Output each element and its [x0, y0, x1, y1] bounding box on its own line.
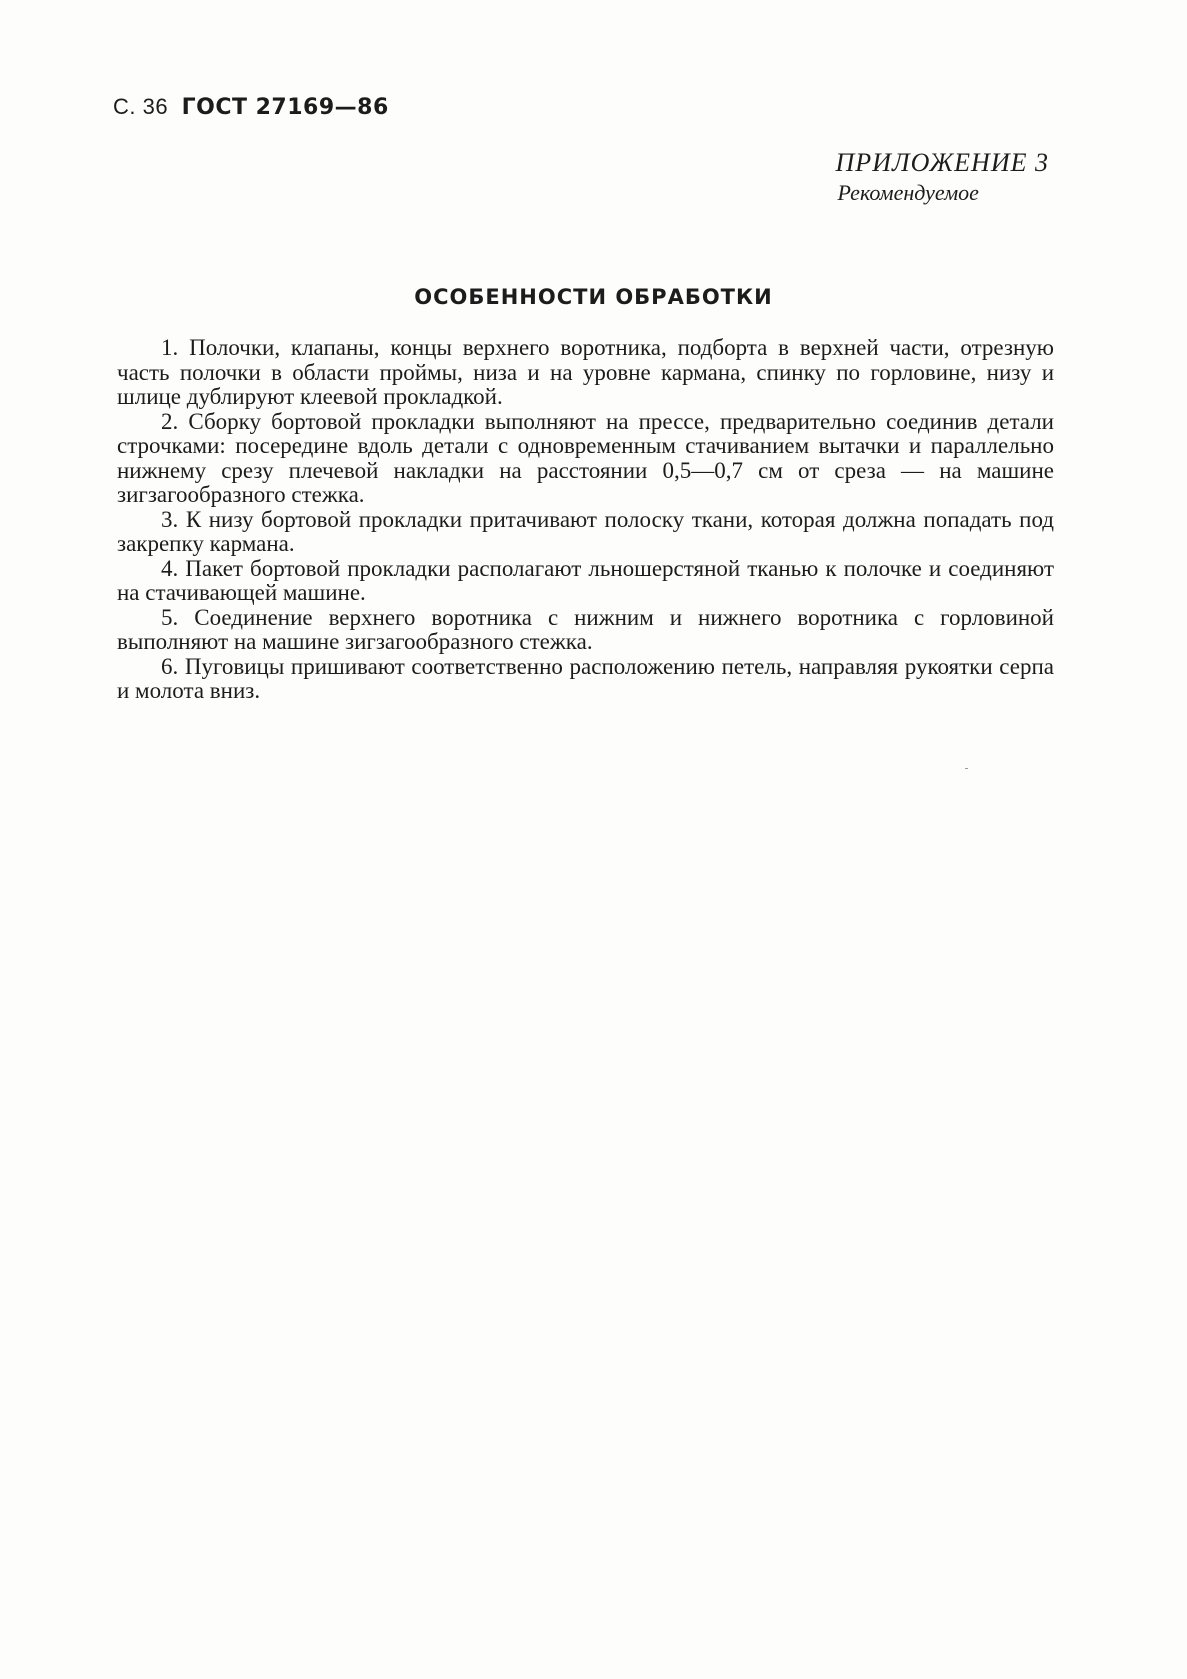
page-number: С. 36 [113, 94, 169, 119]
appendix-title: ПРИЛОЖЕНИЕ 3 [835, 148, 1049, 177]
scan-speck [965, 768, 968, 769]
paragraph: 2. Сборку бортовой прокладки выполняют на прессе, предварительно соединив детали строчками: посередине вдоль детали с одновременным стачиванием вытачки и параллельно нижнему срезу плечевой накладки на расстоянии 0,5—0,7 см от среза — на машине зигзагообразного стежка. [117, 408, 1054, 507]
paragraph: 4. Пакет бортовой прокладки располагают льношерстяной тканью к полочке и соединяют на стачивающей машине. [117, 555, 1054, 605]
paragraph: 3. К низу бортовой прокладки притачивают полоску ткани, которая должна попадать под закрепку кармана. [117, 506, 1054, 556]
body-text [117, 336, 1054, 704]
section-title: ОСОБЕННОСТИ ОБРАБОТКИ [414, 285, 773, 309]
appendix-label [836, 148, 1049, 206]
paragraph: 1. Полочки, клапаны, концы верхнего воротника, подборта в верхней части, отрезную часть полочки в области проймы, низа и на уровне кармана, спинку по горловине, низу и шлице дублируют клеевой прокладкой. [117, 335, 1054, 409]
page-header [113, 94, 389, 120]
standard-number: ГОСТ 27169—86 [181, 95, 389, 120]
paragraph: 6. Пуговицы пришивают соответственно расположению петель, направляя рукоятки серпа и молота вниз. [117, 653, 1054, 703]
paragraph: 5. Соединение верхнего воротника с нижним и нижнего воротника с горловиной выполняют на машине зигзагообразного стежка. [117, 604, 1054, 654]
appendix-status: Рекомендуемое [837, 180, 979, 205]
